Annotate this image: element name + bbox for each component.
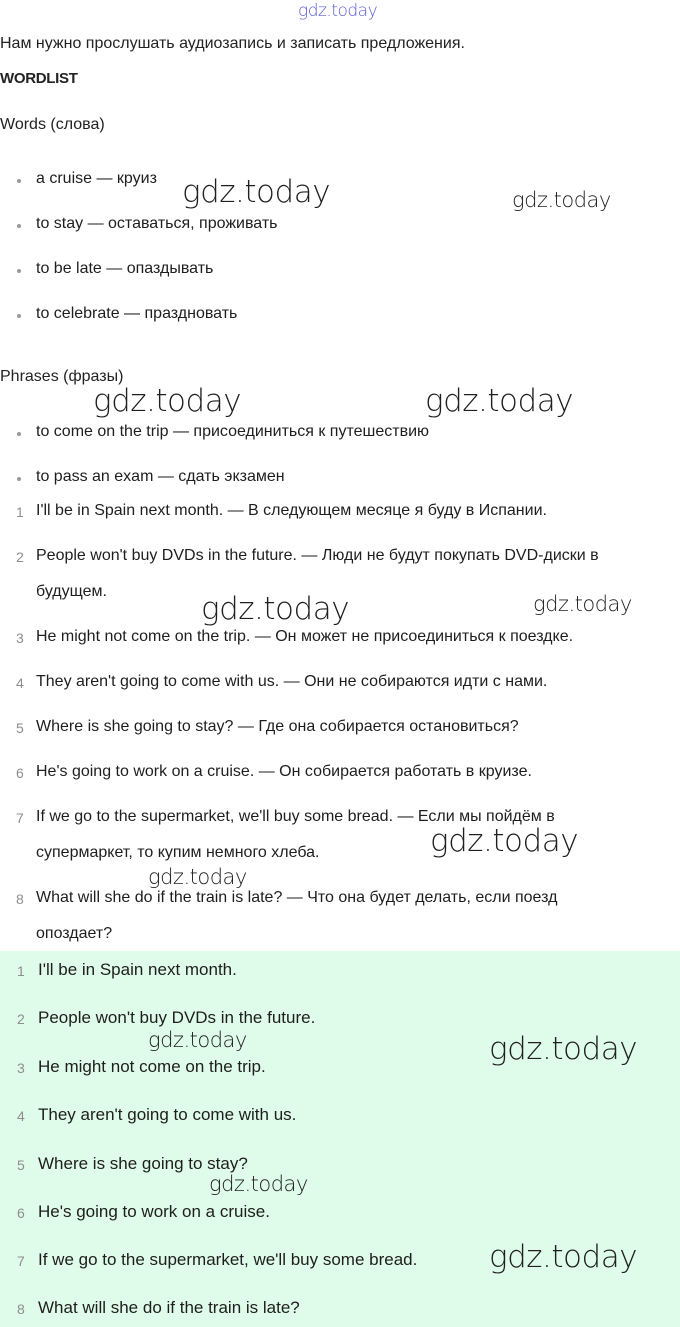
watermark-top: gdz.today bbox=[298, 1, 378, 21]
answer-text: He's going to work on a cruise. bbox=[38, 1202, 270, 1221]
item-number: 6 bbox=[17, 1205, 25, 1221]
answer-text: He might not come on the trip. bbox=[38, 1057, 266, 1076]
wordlist-heading: WORDLIST bbox=[0, 70, 78, 87]
item-number: 8 bbox=[17, 1301, 25, 1317]
watermark: gdz.today bbox=[512, 188, 611, 212]
word-text: a cruise — круиз bbox=[36, 170, 157, 187]
item-number: 3 bbox=[17, 1060, 25, 1076]
answer-text: Where is she going to stay? bbox=[38, 1154, 248, 1173]
item-number: 2 bbox=[16, 549, 24, 565]
translation-text-cont: опоздает? bbox=[36, 925, 113, 942]
item-number: 4 bbox=[16, 675, 24, 691]
item-number: 7 bbox=[16, 810, 24, 826]
answer-text: They aren't going to come with us. bbox=[38, 1105, 297, 1124]
item-number: 1 bbox=[16, 504, 24, 520]
translation-text-cont: супермаркет, то купим немного хлеба. bbox=[36, 844, 320, 861]
word-text: to be late — опаздывать bbox=[36, 260, 214, 277]
item-number: 5 bbox=[17, 1157, 25, 1173]
answer-text: What will she do if the train is late? bbox=[38, 1298, 300, 1317]
watermark: gdz.today bbox=[489, 1239, 638, 1275]
translation-text: If we go to the supermarket, we'll buy some bread. — Если мы пойдём в bbox=[36, 808, 555, 825]
item-number: 7 bbox=[17, 1253, 25, 1269]
item-number: 6 bbox=[16, 765, 24, 781]
translation-text: What will she do if the train is late? — Что она будет делать, если поезд bbox=[36, 889, 558, 906]
item-number: 8 bbox=[16, 891, 24, 907]
translation-text-cont: будущем. bbox=[36, 583, 107, 600]
bullet-icon bbox=[17, 224, 21, 228]
translation-text: I'll be in Spain next month. — В следующем месяце я буду в Испании. bbox=[36, 502, 547, 519]
words-heading: Words (слова) bbox=[0, 116, 105, 133]
watermark: gdz.today bbox=[533, 592, 632, 616]
answer-text: I'll be in Spain next month. bbox=[38, 960, 237, 979]
phrase-text: to come on the trip — присоединиться к путешествию bbox=[36, 423, 430, 440]
watermark: gdz.today bbox=[148, 1028, 247, 1052]
phrase-text: to pass an exam — сдать экзамен bbox=[36, 468, 285, 485]
intro-text: Нам нужно прослушать аудиозапись и записать предложения. bbox=[0, 35, 465, 52]
answer-text: People won't buy DVDs in the future. bbox=[38, 1008, 316, 1027]
watermark: gdz.today bbox=[93, 383, 242, 419]
watermark: gdz.today bbox=[182, 174, 331, 210]
word-text: to celebrate — праздновать bbox=[36, 305, 238, 322]
translation-text: He might not come on the trip. — Он может не присоединиться к поездке. bbox=[36, 628, 574, 645]
phrases-heading: Phrases (фразы) bbox=[0, 368, 124, 385]
answer-text: If we go to the supermarket, we'll buy some bread. bbox=[38, 1250, 418, 1269]
bullet-icon bbox=[17, 179, 21, 183]
translation-text: They aren't going to come with us. — Они не собираются идти с нами. bbox=[36, 673, 548, 690]
item-number: 3 bbox=[16, 630, 24, 646]
item-number: 5 bbox=[16, 720, 24, 736]
bullet-icon bbox=[17, 432, 21, 436]
watermark: gdz.today bbox=[489, 1031, 638, 1067]
translation-text: Where is she going to stay? — Где она собирается остановиться? bbox=[36, 718, 519, 735]
translation-text: People won't buy DVDs in the future. — Люди не будут покупать DVD-диски в bbox=[36, 547, 599, 564]
bullet-icon bbox=[17, 269, 21, 273]
bullet-icon bbox=[17, 477, 21, 481]
item-number: 1 bbox=[17, 963, 25, 979]
translation-text: He's going to work on a cruise. — Он собирается работать в круизе. bbox=[36, 763, 532, 780]
watermark: gdz.today bbox=[201, 591, 350, 627]
item-number: 2 bbox=[17, 1011, 25, 1027]
watermark: gdz.today bbox=[209, 1172, 308, 1196]
watermark: gdz.today bbox=[425, 383, 574, 419]
word-text: to stay — оставаться, проживать bbox=[36, 215, 278, 232]
watermark: gdz.today bbox=[148, 865, 247, 889]
bullet-icon bbox=[17, 314, 21, 318]
item-number: 4 bbox=[17, 1108, 25, 1124]
watermark: gdz.today bbox=[430, 823, 579, 859]
